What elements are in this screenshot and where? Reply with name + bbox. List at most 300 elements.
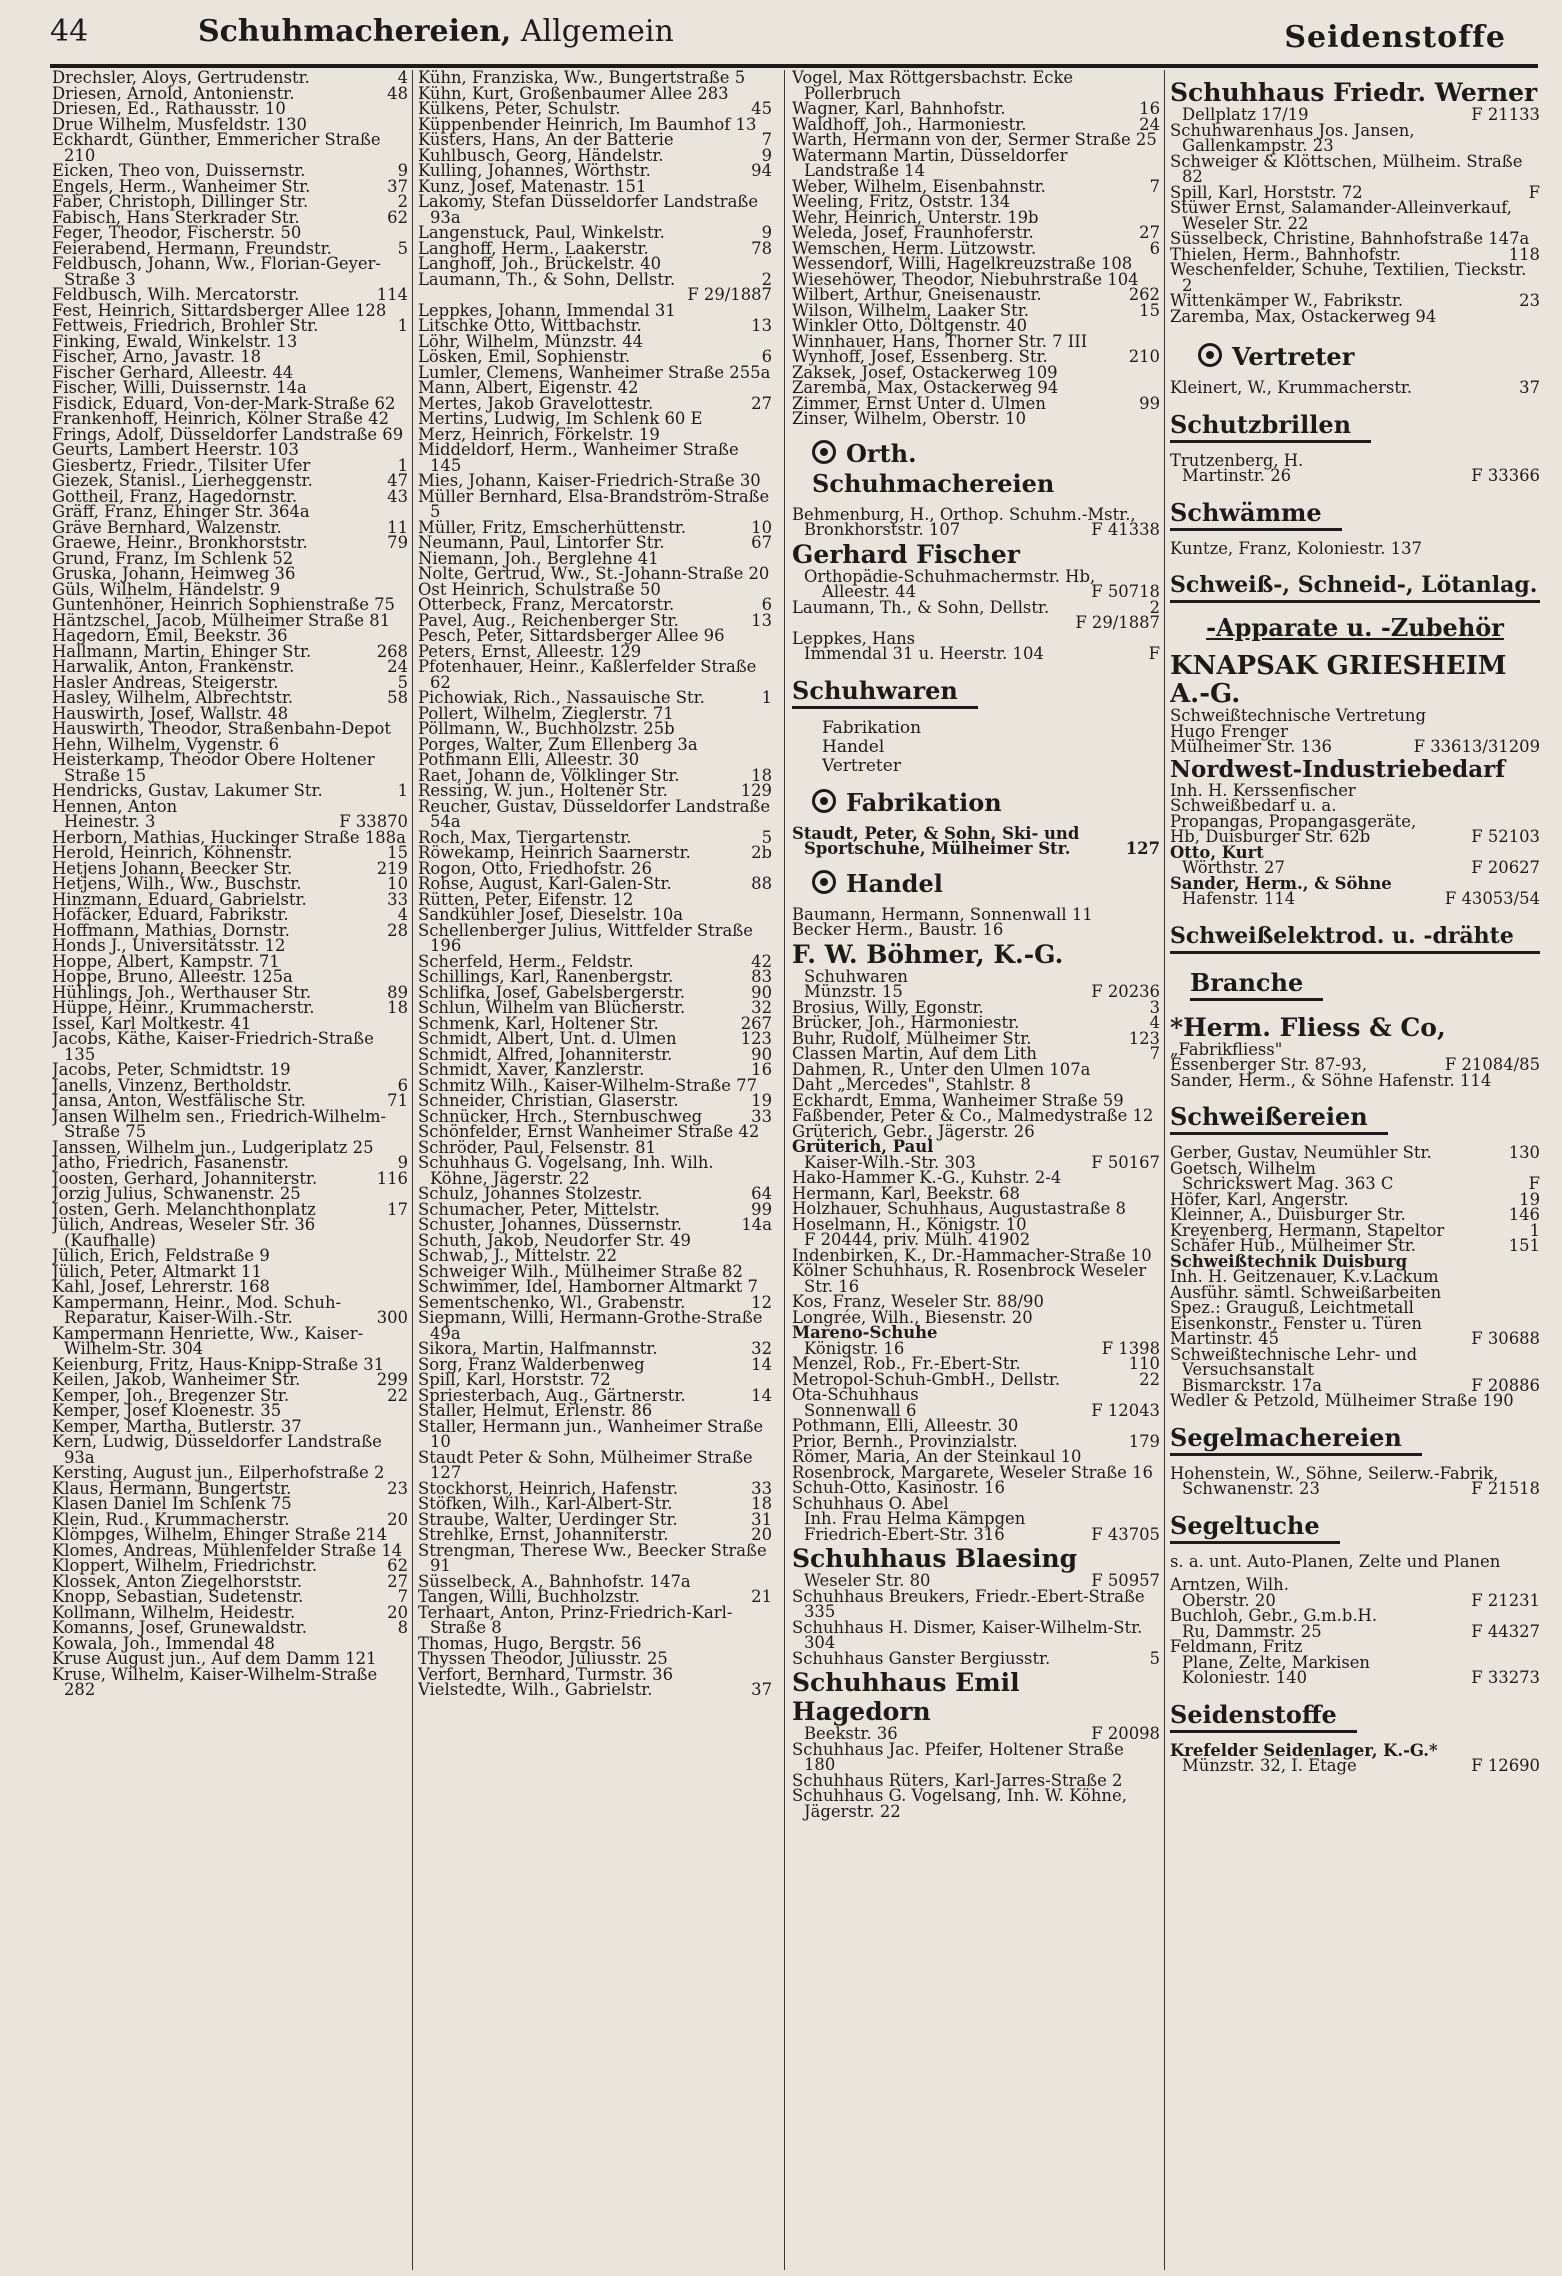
list-item: Inh. H. Kerssenfischer (1170, 780, 1356, 800)
list-item: Rogon, Otto, Friedhofstr. 26 (418, 858, 652, 878)
list-item: Schnücker, Hrch., Sternbuschweg 33 (418, 1106, 772, 1126)
list-item: Kruse, Wilhelm, Kaiser-Wilhelm-Straße 282 (52, 1664, 378, 1699)
list-item: Römer, Maria, An der Steinkaul 10 (792, 1447, 1082, 1466)
list-item: Feierabend, Hermann, Freundstr. 5 (52, 238, 408, 258)
list-item: Kuntze, Franz, Koloniestr. 137 (1170, 538, 1422, 558)
list-item: Rohse, August, Karl-Galen-Str. 88 (418, 874, 772, 893)
list-item: Sikora, Martin, Halfmannstr. 32 (418, 1339, 772, 1358)
list-item: Hasley, Wilhelm, Albrechtstr. 58 (52, 688, 408, 707)
list-item: Jatho, Friedrich, Fasanenstr. 9 (52, 1153, 408, 1172)
list-item: Mareno-Schuhe (792, 1323, 938, 1342)
list-item: Spill, Karl, Horststr. 72 (418, 1370, 611, 1389)
list-item: Porges, Walter, Zum Ellenberg 3a (418, 734, 698, 754)
list-item: Grüterich, Gebr., Jägerstr. 26 (792, 1121, 1035, 1141)
bullet-circle-icon (1198, 343, 1222, 367)
list-item: Hühlings, Joh., Werthauser Str. 89 (52, 982, 408, 1002)
list-item: Wilson, Wilhelm, Laaker Str. 15 (792, 300, 1160, 320)
list-item: Pfotenhauer, Heinr., Kaßlerfelder Straße 62 (418, 657, 757, 692)
listing-headline: Schuhhaus Emil Hagedorn (792, 1668, 1020, 1726)
column-divider (784, 70, 785, 2270)
list-item: Fabrikation (822, 717, 922, 738)
list-item: Otto, Kurt (1170, 842, 1264, 862)
list-item: Höfer, Karl, Angerstr. 19 (1170, 1189, 1540, 1209)
list-item: Koloniestr. 140 F 33273 (1182, 1668, 1540, 1687)
knapsak-details (1170, 708, 1540, 755)
list-item: Indenbirken, K., Dr.-Hammacher-Straße 10 (792, 1245, 1152, 1265)
section-heading: Schutzbrillen (1170, 410, 1371, 443)
list-item: Mertins, Ludwig, Im Schlenk 60 E (418, 409, 703, 428)
list-item: Jülich, Peter, Altmarkt 11 (52, 1261, 262, 1281)
list-item: Kunz, Josef, Matenastr. 151 (418, 176, 647, 196)
list-item: Fischer, Arno, Javastr. 18 (52, 347, 262, 366)
list-item: Winkler Otto, Döltgenstr. 40 (792, 316, 1028, 335)
section-heading: Seidenstoffe (1170, 1700, 1357, 1733)
list-item: Kuhlbusch, Georg, Händelstr. 9 (418, 145, 772, 165)
list-item: Wehr, Heinrich, Unterstr. 19b (792, 207, 1039, 227)
list-item: Merz, Heinrich, Förkelstr. 19 (418, 424, 660, 444)
list-item: Weeling, Fritz, Oststr. 134 (792, 192, 1011, 211)
list-item: Giesbertz, Friedr., Tilsiter Ufer 1 (52, 455, 408, 475)
list-item: Sonnenwall 6 F 12043 (804, 1400, 1160, 1420)
list-item: Gräff, Franz, Ehinger Str. 364a (52, 502, 310, 521)
listing-headline: *Herm. Fliess & Co, (1170, 1012, 1446, 1042)
list-item: Raet, Johann de, Völklinger Str. 18 (418, 765, 772, 785)
list-item: Feldmann, Fritz (1170, 1637, 1303, 1656)
list-item: Rütten, Peter, Eifenstr. 12 (418, 889, 634, 909)
list-item: Keilen, Jakob, Wanheimer Str. 299 (52, 1370, 408, 1389)
list-item: Classen Martin, Auf dem Lith 7 (792, 1044, 1160, 1063)
running-head-right: Seidenstoffe (1284, 20, 1506, 55)
schweissereien-list (1170, 1145, 1540, 1254)
listing-headline: Nordwest-Industriebedarf (1170, 755, 1506, 783)
list-item: Langhoff, Herm., Laakerstr. 78 (418, 238, 772, 258)
list-item: Hohenstein, W., Söhne, Seilerw.-Fabrik, Schwanenstr. 23 F 21518 (1170, 1463, 1540, 1498)
list-item: Hb, Duisburger Str. 62b F 52103 (1170, 827, 1540, 846)
list-item: Peters, Ernst, Alleestr. 129 (418, 641, 642, 661)
list-item: Schweißbedarf u. a. (1170, 796, 1337, 815)
list-item: Jacobs, Peter, Schmidtstr. 19 (52, 1060, 291, 1079)
list-item: Thomas, Hugo, Bergstr. 56 (418, 1633, 642, 1653)
subsection-heading: Handel (812, 869, 1160, 899)
list-item: Janssen, Wilhelm jun., Ludgeriplatz 25 (52, 1137, 374, 1157)
list-item: Knopp, Sebastian, Sudetenstr. 7 (52, 1587, 408, 1606)
list-item: Hehn, Wilhelm, Vygenstr. 6 (52, 734, 280, 754)
list-item: Heinestr. 3 F 33870 (64, 812, 408, 831)
list-item: Reucher, Gustav, Düsseldorfer Landstraße 54a (418, 796, 771, 831)
list-item: Weseler Str. 80 F 50957 (804, 1571, 1160, 1590)
list-item: Zaremba, Max, Ostackerweg 94 (1170, 306, 1437, 326)
list-item: Orthopädie-Schuhmachermstr. Hb, Alleestr. 44 F 50718 (804, 566, 1160, 601)
list-item: Engels, Herm., Wanheimer Str. 37 (52, 176, 408, 196)
list-item: Schönfelder, Ernst Wanheimer Straße 42 (418, 1122, 760, 1141)
list-item: Kaiser-Wilh.-Str. 303 F 50167 (804, 1152, 1160, 1172)
list-item: Münzstr. 15 F 20236 (804, 982, 1160, 1001)
list-item: F 29/1887 (1075, 613, 1160, 632)
list-item: Joosten, Gerhard, Johanniterstr. 116 (52, 1168, 408, 1188)
list-item: Verfort, Bernhard, Turmstr. 36 (418, 1664, 674, 1684)
list-item: Schuster, Johannes, Düssernstr. 14a (418, 1215, 772, 1234)
list-item: Hoppe, Bruno, Alleestr. 125a (52, 967, 293, 986)
list-item: Inh. H. Geitzenauer, K.v.Lackum (1170, 1267, 1439, 1286)
list-item: Ost Heinrich, Schulstraße 50 (418, 579, 661, 599)
handel-list (792, 1170, 1160, 1325)
listing-headline: Schuhhaus Friedr. Werner (1170, 78, 1538, 107)
list-item: Laumann, Th., & Sohn, Dellstr. 2 (418, 269, 772, 289)
list-item: Süsselbeck, A., Bahnhofstr. 147a (418, 1571, 691, 1591)
list-item: Schuth, Jakob, Neudorfer Str. 49 (418, 1230, 691, 1250)
list-item: Brücker, Joh., Harmoniestr. 4 (792, 1013, 1160, 1032)
list-item: Spriesterbach, Aug., Gärtnerstr. 14 (418, 1385, 772, 1405)
list-item: Kos, Franz, Weseler Str. 88/90 (792, 1292, 1044, 1311)
list-item: Brosius, Willy, Egonstr. 3 (792, 997, 1160, 1017)
list-item: Propangas, Propangasgeräte, (1170, 811, 1417, 831)
list-item: Fettweis, Friedrich, Brohler Str. 1 (52, 316, 408, 335)
column-2 (418, 70, 772, 2270)
list-item: Klaus, Hermann, Bungertstr. 23 (52, 1478, 408, 1498)
list-item: Schmidt, Alfred, Johanniterstr. 90 (418, 1044, 772, 1064)
schuhwaren-list (1170, 120, 1540, 326)
list-item: Thyssen Theodor, Juliusstr. 25 (418, 1649, 668, 1668)
list-item: Kahl, Josef, Lehrerstr. 168 (52, 1277, 270, 1296)
list-item: Schwab, J., Mittelstr. 22 (418, 1246, 618, 1265)
list-item: Kemper, Josef Kloenestr. 35 (52, 1401, 282, 1420)
list-item: Trutzenberg, H. (1170, 450, 1304, 470)
list-item: Honds J., Universitätsstr. 12 (52, 936, 286, 955)
list-item: Giezek, Stanisl., Lierheggenstr. 47 (52, 471, 408, 490)
list-item: Hoppe, Albert, Kampstr. 71 (52, 951, 280, 971)
list-item: Schuhwarenhaus Jos. Jansen, Gallenkampstr. 23 (1170, 120, 1415, 155)
list-item: Drue Wilhelm, Musfeldstr. 130 (52, 114, 307, 134)
list-item: Hugo Frenger (1170, 721, 1288, 741)
list-item: Külkens, Peter, Schulstr. 45 (418, 99, 772, 118)
list-item: Ausführ. sämtl. Schweißarbeiten (1170, 1282, 1442, 1302)
section-heading: Segelmachereien (1170, 1423, 1422, 1456)
list-item: Vielstedte, Wilh., Gabrielstr. 37 (418, 1680, 772, 1699)
list-item: Mülheimer Str. 136 F 33613/31209 (1170, 737, 1540, 756)
list-item: Löhr, Wilhelm, Münzstr. 44 (418, 331, 644, 351)
list-item: Wynhoff, Josef, Essenberg. Str. 210 (792, 347, 1160, 366)
column-1 (52, 70, 408, 2270)
list-item: Weber, Wilhelm, Eisenbahnstr. 7 (792, 176, 1160, 196)
list-item: Schuhwaren (804, 966, 908, 986)
list-item: Tangen, Willi, Buchholzstr. 21 (418, 1587, 772, 1606)
list-item: Jacobs, Käthe, Kaiser-Friedrich-Straße 135 (52, 1029, 374, 1064)
list-item: Litschke Otto, Wittbachstr. 13 (418, 316, 772, 335)
list-item: Inh. Frau Helma Kämpgen (804, 1509, 1026, 1528)
list-item: Münzstr. 32, I. Etage F 12690 (1182, 1756, 1540, 1775)
list-item: Terhaart, Anton, Prinz-Friedrich-Karl-Straße 8 (418, 1602, 733, 1637)
list-item: Klomes, Andreas, Mühlenfelder Straße 14 (52, 1540, 403, 1560)
list-item: Pothmann, Elli, Alleestr. 30 (792, 1416, 1019, 1435)
list-item: Mann, Albert, Eigenstr. 42 (418, 378, 639, 397)
list-item: Daht „Mercedes", Stahlstr. 8 (792, 1075, 1031, 1094)
handel-list (792, 1356, 1160, 1542)
handel-list (792, 1739, 1160, 1821)
list-item: Metropol-Schuh-GmbH., Dellstr. 22 (792, 1369, 1160, 1389)
bullet-circle-icon (812, 789, 836, 813)
list-item: Sorg, Franz Walderbenweg 14 (418, 1354, 772, 1374)
list-item: Jülich, Erich, Feldstraße 9 (52, 1246, 270, 1265)
listing-headline: KNAPSAK GRIESHEIM A.-G. (1170, 651, 1507, 709)
list-item: Oberstr. 20 F 21231 (1182, 1590, 1540, 1610)
list-item: Goetsch, Wilhelm (1170, 1158, 1316, 1178)
list-item: Warth, Hermann von der, Sermer Straße 25 (792, 130, 1157, 149)
list-item: Staller, Helmut, Erlenstr. 86 (418, 1401, 653, 1420)
listing-headline: F. W. Böhmer, K.-G. (792, 939, 1064, 969)
list-item: Schweißtechnik Duisburg (1170, 1251, 1408, 1271)
list-item: Kampermann Henriette, Ww., Kaiser-Wilhelm-Str. 304 (52, 1323, 364, 1358)
list-item: Sander, Herm., & Söhne (1170, 873, 1392, 893)
list-item: Häntzschel, Jacob, Mülheimer Straße 81 (52, 610, 391, 630)
list-item: Baumann, Hermann, Sonnenwall 11 (792, 904, 1093, 924)
list-item: Driesen, Arnold, Antonienstr. 48 (52, 83, 408, 103)
list-item: Fest, Heinrich, Sittardsberger Allee 128 (52, 300, 387, 320)
fliess-details (1170, 1039, 1540, 1074)
list-item: Pothmann Elli, Alleestr. 30 (418, 750, 640, 769)
list-item: Schlifka, Josef, Gabelsbergerstr. 90 (418, 982, 772, 1002)
list-item: Ota-Schuhhaus (792, 1385, 919, 1404)
list-item: Röwekamp, Heinrich Saarnerstr. 2b (418, 843, 772, 862)
list-item: Hoffmann, Mathias, Dornstr. 28 (52, 920, 408, 940)
subsection-heading: Fabrikation (812, 788, 1160, 818)
list-item: Gräve Bernhard, Walzenstr. 11 (52, 517, 408, 537)
listing-headline: Gerhard Fischer (792, 539, 1020, 569)
list-item: Stockhorst, Heinrich, Hafenstr. 33 (418, 1478, 772, 1498)
list-item: Harwalik, Anton, Frankenstr. 24 (52, 657, 408, 676)
list-item: F 29/1887 (687, 285, 772, 304)
list-item: Holzhauer, Schuhhaus, Augustastraße 8 (792, 1199, 1126, 1218)
list-item: Hendricks, Gustav, Lakumer Str. 1 (52, 781, 408, 800)
section-heading: Segeltuche (1170, 1511, 1340, 1544)
list-item: Fabisch, Hans Sterkrader Str. 62 (52, 207, 408, 227)
list-item: Weschenfelder, Schuhe, Textilien, Tieckstr. 2 (1170, 260, 1527, 295)
list-item: Finking, Ewald, Winkelstr. 13 (52, 331, 298, 351)
list-item: Kern, Ludwig, Düsseldorfer Landstraße 93a (52, 1432, 382, 1467)
list-item: Hennen, Anton (52, 796, 178, 816)
list-item: Schellenberger Julius, Wittfelder Straße 196 (418, 920, 753, 955)
bullet-circle-icon (812, 440, 836, 464)
list-item: Driesen, Ed., Rathausstr. 10 (52, 99, 286, 118)
list-item: Schuhhaus G. Vogelsang, Inh. W. Köhne, Jägerstr. 22 (792, 1786, 1127, 1821)
list-item: Kowala, Joh., Immendal 48 (52, 1633, 275, 1653)
list-item: Beekstr. 36 F 20098 (804, 1724, 1160, 1743)
list-item: Herold, Heinrich, Köhnenstr. 15 (52, 843, 408, 862)
list-item: Zimmer, Ernst Unter d. Ulmen 99 (792, 393, 1160, 413)
list-item: Wittenkämper W., Fabrikstr. 23 (1170, 291, 1540, 310)
list-item: Kemper, Martha, Butlerstr. 37 (52, 1416, 302, 1436)
list-item: Staudt, Peter, & Sohn, Ski- und Sportschuhe, Mülheimer Str. 127 (792, 823, 1160, 858)
section-heading: Schuhwaren (792, 676, 978, 709)
list-item: Wagner, Karl, Bahnhofstr. 16 (792, 99, 1160, 118)
list-item: Komanns, Josef, Grunewaldstr. 8 (52, 1618, 408, 1637)
list-item: Plane, Zelte, Markisen (1182, 1652, 1370, 1672)
list-item: Middeldorf, Herm., Wanheimer Straße 145 (418, 440, 739, 475)
list-item: Langhoff, Joh., Brückelstr. 40 (418, 254, 662, 273)
list-item: Graewe, Heinr., Bronkhorststr. 79 (52, 533, 408, 552)
section-heading: Schweiß-, Schneid-, Lötanlag. (1170, 570, 1540, 603)
list-item: Kemper, Joh., Bregenzer Str. 22 (52, 1385, 408, 1405)
list-item: Faßbender, Peter & Co., Malmedystraße 12 (792, 1106, 1154, 1125)
list-item: Martinstr. 26 F 33366 (1182, 466, 1540, 485)
list-item: Schröder, Paul, Felsenstr. 81 (418, 1137, 656, 1157)
list-item: Schmenk, Karl, Holtener Str. 267 (418, 1013, 772, 1033)
list-item: Mies, Johann, Kaiser-Friedrich-Straße 30 (418, 471, 761, 490)
list-item: Klömpges, Wilhelm, Ehinger Straße 214 (52, 1525, 388, 1544)
list-item: Klasen Daniel Im Schlenk 75 (52, 1494, 292, 1513)
list-item: Lumler, Clemens, Wanheimer Straße 255a (418, 362, 771, 382)
list-item: Schlun, Wilhelm van Blücherstr. 32 (418, 998, 772, 1017)
list-item: Behmenburg, H., Orthop. Schuhm.-Mstr., Bronkhorststr. 107 F 41338 (792, 504, 1160, 539)
list-item: Hetjens Johann, Beecker Str. 219 (52, 858, 408, 878)
list-item: Schuhhaus G. Vogelsang, Inh. Wilh. Köhne, Jägerstr. 22 (418, 1153, 714, 1188)
list-item: Wessendorf, Willi, Hagelkreuzstraße 108 (792, 254, 1133, 273)
list-item: Martinstr. 45 F 30688 (1170, 1329, 1540, 1348)
list-item: Schuhhaus H. Dismer, Kaiser-Wilhelm-Str. 304 (792, 1617, 1143, 1652)
page-number: 44 (50, 14, 89, 49)
list-item: Watermann Martin, Düsseldorfer Landstraße 14 (792, 145, 1068, 180)
list-item: Klossek, Anton Ziegelhorststr. 27 (52, 1571, 408, 1591)
list-item: Nolte, Gertrud, Ww., St.-Johann-Straße 20 (418, 564, 770, 583)
list-item: Jülich, Andreas, Weseler Str. 36 (Kaufhalle) (52, 1215, 316, 1250)
list-item: Schrickswert Mag. 363 C F (1182, 1174, 1540, 1193)
list-item: Ru, Dammstr. 25 F 44327 (1182, 1621, 1540, 1641)
section-subheading: Branche (1190, 968, 1323, 1001)
list-item: Dellplatz 17/19 F 21133 (1182, 105, 1540, 124)
list-item: Staudt Peter & Sohn, Mülheimer Straße 127 (418, 1447, 753, 1482)
list-item: Menzel, Rob., Fr.-Ebert-Str. 110 (792, 1354, 1160, 1373)
list-item: Laumann, Th., & Sohn, Dellstr. 2 (792, 597, 1160, 617)
list-item: Prior, Bernh., Provinzialstr. 179 (792, 1431, 1160, 1451)
list-item: Hauswirth, Theodor, Straßenbahn-Depot (52, 719, 391, 738)
section-heading: Schweißereien (1170, 1102, 1388, 1135)
list-item: Frings, Adolf, Düsseldorfer Landstraße 69 (52, 424, 404, 444)
header-rule (50, 64, 1538, 68)
section-subheading: -Apparate u. -Zubehör (1206, 613, 1504, 642)
list-item: Staller, Hermann jun., Wanheimer Straße 10 (418, 1416, 764, 1451)
schuhmacher-list (792, 70, 1160, 427)
list-item: Kloppert, Wilhelm, Friedrichstr. 62 (52, 1556, 408, 1575)
list-item: Strengman, Therese Ww., Beecker Straße 91 (418, 1540, 767, 1575)
section-heading: Schwämme (1170, 498, 1342, 531)
list-item: Frankenhoff, Heinrich, Kölner Straße 42 (52, 409, 390, 428)
list-item: Königstr. 16 F 1398 (804, 1338, 1160, 1358)
list-item: Kleinner, A., Duisburger Str. 146 (1170, 1205, 1540, 1224)
list-item: Arntzen, Wilh. (1170, 1575, 1289, 1594)
list-item: Fischer, Willi, Duissernstr. 14a (52, 378, 307, 397)
list-item: Pichowiak, Rich., Nassauische Str. 1 (418, 688, 772, 707)
list-item: Ressing, W. jun., Holtener Str. 129 (418, 781, 772, 800)
list-item: Jansa, Anton, Westfälische Str. 71 (52, 1091, 408, 1110)
list-item: Buchloh, Gebr., G.m.b.H. (1170, 1606, 1378, 1625)
list-item: Fisdick, Eduard, Von-der-Mark-Straße 62 (52, 393, 396, 413)
list-item: Friedrich-Ebert-Str. 316 F 43705 (804, 1524, 1160, 1544)
list-item: Leppkes, Hans (792, 628, 916, 648)
list-item: Thielen, Herm., Bahnhofstr. 118 (1170, 244, 1540, 264)
list-item: Schwimmer, Idel, Hamborner Altmarkt 7 (418, 1277, 758, 1296)
list-item: Schillings, Karl, Ranenbergstr. 83 (418, 967, 772, 986)
list-item: Spill, Karl, Horststr. 72 F (1170, 182, 1540, 202)
list-item: Sander, Herm., & Söhne Hafenstr. 114 (1170, 1070, 1492, 1090)
list-item: Schuhhaus Ganster Bergiusstr. 5 (792, 1648, 1160, 1668)
list-item: Keienburg, Fritz, Haus-Knipp-Straße 31 (52, 1354, 385, 1374)
page-header (50, 14, 1540, 58)
list-item: Neumann, Paul, Lintorfer Str. 67 (418, 533, 772, 552)
list-item: Zaksek, Josef, Ostackerweg 109 (792, 362, 1058, 382)
list-item: Scherfeld, Herm., Feldstr. 42 (418, 951, 772, 971)
list-item: Wedler & Petzold, Mülheimer Straße 190 (1170, 1391, 1514, 1410)
list-item: Eicken, Theo von, Duissernstr. 9 (52, 161, 408, 180)
page-title: Schuhmachereien, Allgemein (198, 14, 674, 49)
list-item: Longrée, Wilh., Biesenstr. 20 (792, 1307, 1033, 1327)
list-item: Schäfer Hub., Mülheimer Str. 151 (1170, 1236, 1540, 1255)
list-item: Schweiger Wilh., Mülheimer Straße 82 (418, 1261, 743, 1281)
list-item: Kölner Schuhhaus, R. Rosenbrock Weseler Str. 16 (792, 1261, 1147, 1296)
list-item: Schweißtechnische Lehr- und Versuchsanstalt (1170, 1344, 1418, 1379)
list-item: Hafenstr. 114 F 43053/54 (1182, 889, 1540, 908)
list-item: Kersting, August jun., Eilperhofstraße 2 (52, 1463, 385, 1482)
listing-headline: Schuhhaus Blaesing (792, 1544, 1078, 1573)
list-item: Josten, Gerh. Melanchthonplatz 17 (52, 1199, 408, 1219)
list-item: Lösken, Emil, Sophienstr. 6 (418, 347, 772, 366)
list-item: Hoselmann, H., Königstr. 10 (792, 1214, 1027, 1234)
list-item: Küsters, Hans, An der Batterie 7 (418, 130, 772, 149)
list-item: Hasler Andreas, Steigerstr. 5 (52, 672, 408, 692)
list-item: Schuhhaus Jac. Pfeifer, Holtener Straße 180 (792, 1739, 1124, 1774)
list-item: Wemschen, Herm. Lützowstr. 6 (792, 238, 1160, 258)
list-item: Gerber, Gustav, Neumühler Str. 130 (1170, 1143, 1540, 1162)
list-item: Herborn, Mathias, Huckinger Straße 188a (52, 827, 406, 847)
list-item: „Fabrikfliess" (1170, 1039, 1283, 1059)
list-item: Müller, Fritz, Emscherhüttenstr. 10 (418, 517, 772, 537)
list-item: Pöllmann, W., Buchholzstr. 25b (418, 719, 675, 738)
list-item: Müller Bernhard, Elsa-Brandström-Straße 5 (418, 486, 770, 521)
list-item: Dahmen, R., Unter den Ulmen 107a (792, 1059, 1091, 1079)
subsection-heading: Vertreter (1198, 342, 1540, 372)
list-item: Gottheil, Franz, Hagedornstr. 43 (52, 486, 408, 506)
list-item: Faber, Christoph, Dillinger Str. 2 (52, 192, 408, 211)
list-item: Vertreter (822, 755, 901, 776)
list-item: Waldhoff, Joh., Harmoniestr. 24 (792, 114, 1160, 134)
list-item: Kollmann, Wilhelm, Heidestr. 20 (52, 1602, 408, 1622)
column-4 (1170, 70, 1540, 2270)
list-item: Siepmann, Willi, Hermann-Grothe-Straße 49a (418, 1308, 763, 1343)
list-item: Zinser, Wilhelm, Oberstr. 10 (792, 409, 1027, 428)
list-item: Schuhhaus Breukers, Friedr.-Ebert-Straße 335 (792, 1586, 1145, 1621)
list-item: Hermann, Karl, Beekstr. 68 (792, 1183, 1020, 1203)
list-item: Stöfken, Wilh., Karl-Albert-Str. 18 (418, 1494, 772, 1513)
list-item: Straube, Walter, Uerdinger Str. 31 (418, 1509, 772, 1529)
list-item: Wiesehöwer, Theodor, Niebuhrstraße 104 (792, 269, 1139, 289)
list-item: Schweißtechnische Vertretung (1170, 706, 1426, 725)
schweisstechnik-details (1170, 1269, 1540, 1347)
list-item: Buhr, Rudolf, Mülheimer Str. 123 (792, 1028, 1160, 1048)
list-item: Langenstuck, Paul, Winkelstr. 9 (418, 223, 772, 242)
list-item: Hinzmann, Eduard, Gabrielstr. 33 (52, 889, 408, 909)
list-item: Handel (822, 736, 885, 757)
list-item: Pesch, Peter, Sittardsberger Allee 96 (418, 626, 725, 645)
list-item: Guntenhöner, Heinrich Sophienstraße 75 (52, 595, 395, 614)
list-item: Feldbusch, Wilh. Mercatorstr. 114 (52, 285, 408, 304)
column-divider (412, 70, 413, 2270)
list-item: Kampermann, Heinr., Mod. Schuh-Reparatur, Kaiser-Wilh.-Str. 300 (52, 1292, 408, 1327)
list-item: Roch, Max, Tiergartenstr. 5 (418, 827, 772, 847)
list-item: Immendal 31 u. Heerstr. 104 F (804, 644, 1160, 663)
list-item: Geurts, Lambert Heerstr. 103 (52, 440, 299, 459)
list-item: Eckhardt, Emma, Wanheimer Straße 59 (792, 1090, 1124, 1110)
list-item: Weleda, Josef, Fraunhoferstr. 27 (792, 223, 1160, 242)
list-item: Schmitz Wilh., Kaiser-Wilhelm-Straße 77 (418, 1075, 758, 1095)
list-item: Pollert, Wilhelm, Zieglerstr. 71 (418, 703, 674, 723)
